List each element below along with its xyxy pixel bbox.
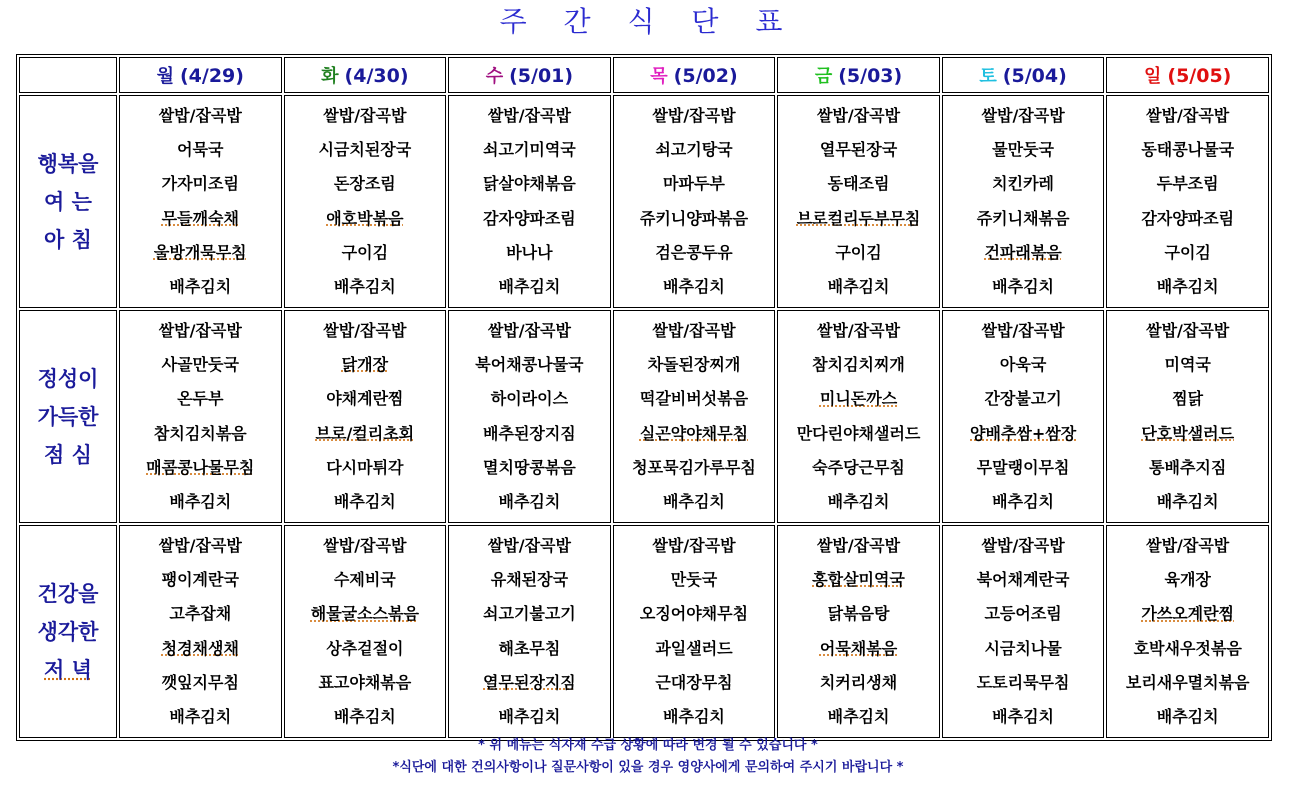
dish-item: 쌀밥/잡곡밥 [1146, 105, 1230, 125]
dish-item: 과일샐러드 [655, 638, 733, 658]
weekday-glyph: 목 [650, 66, 668, 87]
meal-label [19, 310, 117, 523]
dish-item: 차돌된장찌개 [647, 355, 741, 375]
corner-cell [19, 57, 117, 93]
day-dishes-cell [942, 95, 1105, 308]
dish-item: 배추김치 [827, 491, 890, 511]
day-dishes-cell [777, 95, 940, 308]
meal-label-line: 아 침 [44, 227, 92, 252]
day-dishes-cell [119, 525, 282, 738]
dish-item: 배추김치 [169, 706, 232, 726]
dish-item: 배추김치 [498, 706, 561, 726]
dish-item: 호박새우젓볶음 [1133, 638, 1242, 658]
meal-label-line: 점 심 [44, 442, 92, 467]
note-line: *식단에 대한 건의사항이나 질문사항이 있을 경우 영양사에게 문의하여 주시기 바랍니다 * [392, 760, 904, 775]
dish-item: 구이김 [1164, 242, 1211, 262]
dish-item: 깻잎지무침 [161, 672, 239, 692]
dish-item: 쇠고기미역국 [483, 140, 576, 160]
dish-item: 닭볶음탕 [827, 604, 890, 624]
dish-item: 어묵국 [177, 140, 224, 160]
day-date: (4/29) [179, 65, 244, 87]
dish-item: 구이김 [835, 242, 882, 262]
day-date: (5/01) [509, 65, 574, 87]
dish-item: 치킨카레 [992, 174, 1054, 194]
dish-item: 참치김치찌개 [812, 355, 905, 375]
meal-label-line: 건강을 [37, 581, 99, 606]
meal-label [19, 95, 117, 308]
day-dishes-cell [284, 525, 447, 738]
day-dishes-cell [119, 95, 282, 308]
meal-label-line: 정성이 [37, 366, 99, 391]
day-header [284, 57, 447, 93]
dish-item: 애호박볶음 [326, 208, 404, 228]
dish-item: 배추김치 [498, 491, 561, 511]
dish-item: 청포묵김가루무침 [632, 457, 756, 477]
day-dishes-cell [613, 310, 776, 523]
dish-item: 바나나 [506, 242, 553, 262]
dish-item: 해초무침 [498, 638, 561, 658]
dish-item: 배추김치 [992, 706, 1054, 726]
dish-item: 단호박샐러드 [1141, 423, 1235, 443]
dish-item: 쌀밥/잡곡밥 [158, 320, 242, 340]
dish-item: 브로/컬리초회 [315, 423, 415, 443]
dish-item: 고등어조림 [984, 604, 1062, 624]
dish-item: 배추김치 [992, 491, 1054, 511]
dish-item: 쌀밥/잡곡밥 [1146, 535, 1230, 555]
notes [0, 736, 1296, 780]
dish-item: 두부조림 [1156, 174, 1219, 194]
dish-item: 참치김치볶음 [153, 423, 247, 443]
dish-item: 배추김치 [333, 276, 396, 296]
dish-item: 배추김치 [827, 276, 890, 296]
weekday-glyph: 금 [814, 66, 833, 87]
dish-item: 쌀밥/잡곡밥 [158, 535, 242, 555]
day-date: (5/05) [1167, 65, 1232, 87]
dish-item: 열무된장국 [819, 140, 898, 160]
dish-item: 배추김치 [1156, 276, 1219, 296]
day-dishes-cell [942, 310, 1105, 523]
dish-item: 배추김치 [1156, 706, 1219, 726]
day-dishes-cell [777, 310, 940, 523]
dish-item: 사골만둣국 [161, 355, 239, 375]
dish-item: 하이라이스 [490, 389, 569, 409]
dish-item: 표고야채볶음 [318, 672, 412, 692]
dish-item: 울방개묵무침 [153, 242, 247, 262]
dish-item: 배추김치 [827, 706, 890, 726]
meal-label-line: 가득한 [37, 404, 99, 429]
day-dishes-cell [613, 95, 776, 308]
dish-item: 건파래볶음 [984, 242, 1062, 262]
day-header-sunday [1106, 57, 1269, 93]
dish-item: 시금치나물 [984, 638, 1062, 658]
day-dishes-cell [1106, 310, 1269, 523]
dish-item: 온두부 [177, 389, 224, 409]
dish-item: 가쓰오계란찜 [1141, 604, 1235, 624]
dish-item: 닭살야채볶음 [483, 174, 576, 194]
dish-item: 도토리묵무침 [976, 672, 1070, 692]
meal-label-line: 여 는 [44, 189, 92, 214]
dish-item: 치커리생채 [819, 672, 898, 692]
dish-item: 쌀밥/잡곡밥 [816, 320, 901, 340]
dish-item: 쌀밥/잡곡밥 [323, 320, 407, 340]
weekly-menu-table [16, 54, 1272, 741]
weekday-glyph: 일 [1144, 66, 1162, 87]
dish-item: 무말랭이무침 [976, 457, 1070, 477]
dish-item: 통배추지짐 [1149, 457, 1227, 477]
day-header [448, 57, 611, 93]
meal-label [19, 525, 117, 738]
dish-item: 상추겉절이 [326, 638, 404, 658]
dish-item: 닭개장 [341, 355, 389, 375]
dish-item: 간장불고기 [984, 389, 1062, 409]
dish-item: 미니돈까스 [819, 389, 898, 409]
meal-row [19, 95, 1269, 308]
dish-item: 배추김치 [663, 491, 725, 511]
weekday-glyph: 토 [979, 66, 997, 87]
dish-item: 해물굴소스볶음 [310, 604, 419, 624]
dish-item: 배추김치 [992, 276, 1054, 296]
page-title: 주 간 식 단 표 [499, 5, 797, 38]
dish-item: 쌀밥/잡곡밥 [652, 535, 736, 555]
day-dishes-cell [448, 525, 611, 738]
dish-item: 동태조림 [827, 174, 890, 194]
dish-item: 멸치땅콩볶음 [483, 457, 576, 477]
dish-item: 동태콩나물국 [1141, 140, 1235, 160]
dish-item: 오징어야채무침 [639, 604, 749, 624]
dish-item: 쌀밥/잡곡밥 [981, 105, 1065, 125]
dish-item: 야채계란찜 [326, 389, 404, 409]
dish-item: 배추김치 [663, 276, 725, 296]
dish-item: 배추김치 [333, 706, 396, 726]
dish-item: 배추김치 [169, 276, 232, 296]
meal-row [19, 310, 1269, 523]
dish-item: 실곤약야채무침 [639, 423, 749, 443]
dish-item: 쌀밥/잡곡밥 [816, 105, 901, 125]
day-dishes-cell [1106, 525, 1269, 738]
dish-item: 물만둣국 [992, 140, 1054, 160]
day-dishes-cell [284, 95, 447, 308]
dish-item: 쥬키니양파볶음 [639, 208, 749, 228]
dish-item: 배추김치 [1156, 491, 1219, 511]
dish-item: 찜닭 [1172, 389, 1204, 409]
dish-item: 팽이계란국 [161, 570, 239, 590]
dish-item: 만둣국 [670, 570, 718, 590]
meal-label-line: 행복을 [37, 151, 99, 176]
dish-item: 브로컬리두부무침 [796, 208, 921, 228]
dish-item: 쇠고기탕국 [655, 140, 733, 160]
dish-item: 아욱국 [999, 355, 1047, 375]
dish-item: 청경채생채 [161, 638, 239, 658]
dish-item: 열무된장지짐 [483, 672, 576, 692]
dish-item: 감자양파조림 [1141, 208, 1235, 228]
dish-item: 쌀밥/잡곡밥 [816, 535, 901, 555]
dish-item: 만다린야채샐러드 [796, 423, 921, 443]
dish-item: 북어채콩나물국 [475, 355, 584, 375]
dish-item: 고추잡채 [169, 604, 232, 624]
day-header [119, 57, 282, 93]
dish-item: 쥬키니채볶음 [976, 208, 1070, 228]
dish-item: 쌀밥/잡곡밥 [487, 105, 571, 125]
weekday-glyph: 수 [485, 66, 504, 87]
day-date: (5/03) [838, 65, 903, 87]
day-date: (4/30) [344, 65, 409, 87]
dish-item: 양배추쌈+쌈장 [970, 423, 1077, 443]
dish-item: 검은콩두유 [655, 242, 733, 262]
dish-item: 근대장무침 [655, 672, 733, 692]
dish-item: 유채된장국 [490, 570, 569, 590]
day-dishes-cell [1106, 95, 1269, 308]
dish-item: 다시마튀각 [326, 457, 404, 477]
meal-label-line: 저 녁 [44, 657, 92, 682]
meal-label-line: 생각한 [37, 619, 99, 644]
dish-item: 쌀밥/잡곡밥 [981, 320, 1065, 340]
dish-item: 배추김치 [663, 706, 725, 726]
dish-item: 육개장 [1164, 570, 1211, 590]
dish-item: 쌀밥/잡곡밥 [487, 535, 571, 555]
dish-item: 구이김 [341, 242, 389, 262]
dish-item: 쌀밥/잡곡밥 [487, 320, 571, 340]
dish-item: 감자양파조림 [483, 208, 576, 228]
dish-item: 배추김치 [498, 276, 561, 296]
day-dishes-cell [613, 525, 776, 738]
dish-item: 떡갈비버섯볶음 [639, 389, 749, 409]
dish-item: 매콤콩나물무침 [146, 457, 255, 477]
day-date: (5/02) [673, 65, 738, 87]
day-dishes-cell [448, 95, 611, 308]
day-dishes-cell [942, 525, 1105, 738]
weekday-glyph: 월 [156, 66, 174, 87]
dish-item: 쌀밥/잡곡밥 [981, 535, 1065, 555]
dish-item: 보리새우멸치볶음 [1125, 672, 1250, 692]
dish-item: 배추김치 [169, 491, 232, 511]
dish-item: 마파두부 [663, 174, 725, 194]
day-header [942, 57, 1105, 93]
day-date: (5/04) [1002, 65, 1067, 87]
dish-item: 쌀밥/잡곡밥 [158, 105, 242, 125]
dish-item: 쌀밥/잡곡밥 [652, 105, 736, 125]
dish-item: 쇠고기불고기 [483, 604, 576, 624]
day-dishes-cell [448, 310, 611, 523]
day-dishes-cell [119, 310, 282, 523]
note-line: * 위 메뉴는 식자재 수급 상황에 따라 변경 될 수 있습니다 * [478, 738, 818, 753]
day-dishes-cell [777, 525, 940, 738]
day-header [613, 57, 776, 93]
dish-item: 숙주당근무침 [812, 457, 905, 477]
day-header [777, 57, 940, 93]
dish-item: 돈장조림 [333, 174, 396, 194]
dish-item: 배추된장지짐 [483, 423, 576, 443]
dish-item: 어묵채볶음 [819, 638, 898, 658]
dish-item: 가자미조림 [161, 174, 239, 194]
dish-item: 시금치된장국 [318, 140, 412, 160]
day-dishes-cell [284, 310, 447, 523]
dish-item: 홍합살미역국 [812, 570, 905, 590]
dish-item: 쌀밥/잡곡밥 [1146, 320, 1230, 340]
dish-item: 쌀밥/잡곡밥 [323, 535, 407, 555]
meal-row [19, 525, 1269, 738]
dish-item: 수제비국 [333, 570, 396, 590]
dish-item: 쌀밥/잡곡밥 [652, 320, 736, 340]
dish-item: 미역국 [1164, 355, 1211, 375]
weekday-glyph: 화 [321, 66, 339, 87]
dish-item: 무들깨숙채 [161, 208, 239, 228]
header-row [19, 57, 1269, 93]
dish-item: 북어채계란국 [976, 570, 1070, 590]
dish-item: 쌀밥/잡곡밥 [323, 105, 407, 125]
dish-item: 배추김치 [333, 491, 396, 511]
